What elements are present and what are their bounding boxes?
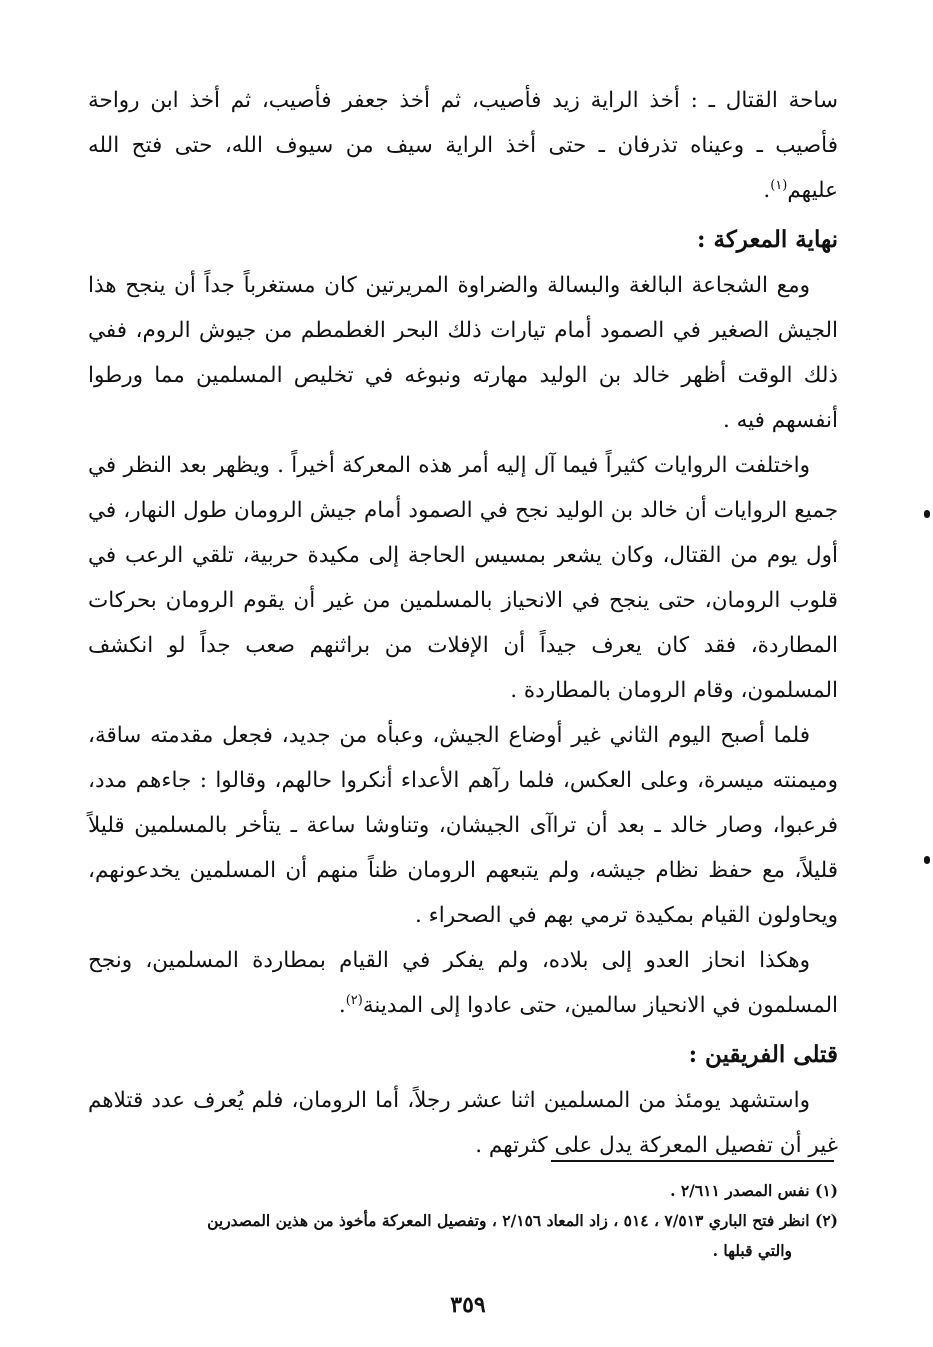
footnotes xyxy=(88,1176,838,1266)
paragraph-4: فلما أصبح اليوم الثاني غير أوضاع الجيش، وعبأه من جديد، فجعل مقدمته ساقة، وميمنته ميسرة، وعلى العكس، فلما رآهم الأعداء أنكروا حالهم، وقالوا : جاءهم مدد، فرعبوا، وصار خالد ـ بعد أن تراآى الجيشان، وتناوشا ساعة ـ يتأخر بالمسلمين قليلاً قليلاً، مع حفظ نظام جيشه، ولم يتبعهم الرومان ظناً منهم أن المسلمين يخدعونهم، ويحاولون القيام بمكيدة ترمي بهم في الصحراء . xyxy=(88,723,838,928)
paragraph-6: واستشهد يومئذ من المسلمين اثنا عشر رجلاً، أما الرومان، فلم يُعرف عدد قتلاهم غير أن تفصيل المعركة يدل على كثرتهم . xyxy=(88,1088,838,1158)
footnote-ref-2[interactable]: (٢) xyxy=(345,992,363,1008)
paragraph-1-end: . xyxy=(763,178,771,203)
footnote-ref-1[interactable]: (١) xyxy=(770,177,788,193)
paragraph-3: واختلفت الروايات كثيراً فيما آل إليه أمر هذه المعركة أخيراً . ويظهر بعد النظر في جميع الروايات أن خالد بن الوليد نجح في الصمود أمام جيش الرومان طول النهار، في أول يوم من القتال، وكان يشعر بمسيس الحاجة إلى مكيدة حربية، تلقي الرعب في قلوب الرومان، حتى ينجح في الانحياز بالمسلمين من غير أن يقوم الرومان بحركات المطاردة، فقد كان يعرف جيداً أن الإفلات من براثنهم صعب جداً لو انكشف المسلمون، وقام الرومان بالمطاردة . xyxy=(88,453,838,703)
scan-edge-mark xyxy=(924,856,930,864)
paragraph-2: ومع الشجاعة البالغة والبسالة والضراوة المريرتين كان مستغرباً جداً أن ينجح هذا الجيش الصغير في الصمود أمام تيارات ذلك البحر الغطمطم من جيوش الروم، ففي ذلك الوقت أظهر خالد بن الوليد مهارته ونبوغه في تخليص المسلمين مما ورطوا أنفسهم فيه . xyxy=(88,273,838,433)
page-body xyxy=(88,78,838,1168)
paragraph-5-end: . xyxy=(338,993,346,1018)
paragraph-5 xyxy=(88,938,838,1028)
page-number: ٣٥٩ xyxy=(450,1292,486,1318)
footnote-1: (١) نفس المصدر ٢/٦١١ . xyxy=(670,1181,838,1200)
paragraph-1 xyxy=(88,78,838,213)
paragraph-5-text: وهكذا انحاز العدو إلى بلاده، ولم يفكر في القيام بمطاردة المسلمين، ونجح المسلمون في الانحياز سالمين، حتى عادوا إلى المدينة xyxy=(88,948,838,1018)
paragraph-1-text: ساحة القتال ـ : أخذ الراية زيد فأصيب، ثم أخذ جعفر فأصيب، ثم أخذ ابن رواحة فأصيب ـ وعيناه تذرفان ـ حتى أخذ الراية سيف من سيوف الله، حتى فتح الله عليهم xyxy=(88,88,838,203)
section-heading-battle-end: نهاية المعركة : xyxy=(696,226,838,253)
footnote-2: (٢) انظر فتح الباري ٧/٥١٣ ، ٥١٤ ، زاد المعاد ٢/١٥٦ ، وتفصيل المعركة مأخوذ من هذين المصدرين xyxy=(207,1211,838,1230)
scan-edge-mark xyxy=(924,510,930,518)
section-heading-casualties: قتلى الفريقين : xyxy=(688,1041,838,1068)
footnote-2-continuation: والتي قبلها . xyxy=(712,1241,792,1260)
footnote-divider xyxy=(551,1160,834,1162)
